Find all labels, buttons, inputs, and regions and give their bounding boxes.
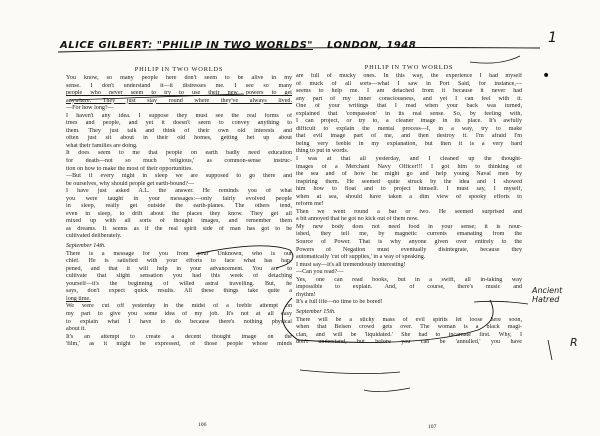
right-paragraphs-2 bbox=[296, 317, 522, 347]
text-line: Yes, one can read books, but in a swift, all in-taking way bbox=[296, 276, 522, 283]
text-line: Powers of Negation must eventually disintegrate, because they bbox=[296, 246, 522, 253]
header-author: ALICE GILBERT: bbox=[60, 40, 153, 51]
text-line: impossible to explain. And, of course, there's music and bbox=[296, 284, 522, 291]
text-line: yourself—it's the beginning of willed astral travelling. But, he bbox=[66, 280, 292, 287]
text-line: my part to give you some idea of my job. It's not at all easy bbox=[66, 310, 292, 317]
right-section-date: September 15th. bbox=[296, 308, 336, 315]
handwritten-page-mark: 1 bbox=[548, 30, 557, 46]
text-line: 'film,' as it might be expressed, of those people whose minds bbox=[66, 341, 292, 348]
text-line: You know, so many people here don't seem to be alive in my bbox=[66, 75, 292, 81]
text-line: Then we went round a bar or two. He seemed surprised and bbox=[296, 208, 522, 215]
text-line: chief. He is satisfied with your efforts to face what has hap- bbox=[66, 258, 292, 265]
right-book-page bbox=[296, 64, 522, 347]
left-running-head: PHILIP IN TWO WORLDS bbox=[134, 66, 224, 73]
text-line: pened, and that it will help in your advancement. You are to bbox=[66, 265, 292, 272]
text-line: I haven't any idea. I suppose they must see the real forms of bbox=[66, 112, 292, 119]
text-line: for death—not so much 'religious,' as common-sense instruc- bbox=[66, 158, 292, 165]
text-line: trees and people, and yet it doesn't seem to convey anything to bbox=[66, 120, 292, 127]
text-line: reform me! bbox=[296, 201, 324, 208]
text-line: seems to help me. I am detached from it because it never had bbox=[296, 88, 522, 95]
text-line: I can project, or try to, a cleaner image in its place. It's awfully bbox=[296, 118, 522, 125]
text-line: that evil image part of me, and then destroy it. I'm afraid I'm bbox=[296, 133, 522, 140]
text-line: when at sea, should have taken a dim view of spooky efforts to bbox=[296, 193, 522, 200]
text-line: We were cut off yesterday in the midst of a feeble attempt on bbox=[66, 303, 292, 310]
text-line: a bit annoyed that he got no kick out of them now. bbox=[296, 216, 419, 223]
text-line: sense. I don't understand it—it distresses me. I see so many bbox=[66, 82, 292, 89]
text-line: to explain what I have to do because there's nothing physical bbox=[66, 318, 292, 325]
left-page-number: 106 bbox=[198, 422, 207, 428]
text-line: are full of mucky ones. In this way, the experience I had myself bbox=[296, 73, 522, 79]
text-line: what their families are doing. bbox=[66, 142, 138, 149]
text-line: cultivate that slight sensation you had this week of detaching bbox=[66, 273, 292, 280]
text-line: be ourselves, why should people get earth-bound?— bbox=[66, 180, 195, 187]
text-line: cian, and will be 'liquidated.' She had to incarnate first. Why, I bbox=[296, 331, 522, 338]
text-line: I was at that all yesterday, and I cleaned up the thought- bbox=[296, 156, 522, 163]
text-line: you were taught in your messages:—only fairly evolved people bbox=[66, 195, 292, 202]
text-line: —But if every night in sleep we are supposed to go there and bbox=[66, 173, 292, 180]
header-title: "PHILIP IN TWO WORLDS" bbox=[156, 40, 314, 51]
text-line: thing to put in words. bbox=[296, 148, 349, 155]
text-line: explained that 'compassion' in its real sense. So, by feeling with, bbox=[296, 110, 522, 117]
text-line: people who never seem to try to use their new powers to get bbox=[66, 90, 292, 97]
left-paragraphs bbox=[66, 75, 292, 241]
text-line: I must say—it's all tremendously interesting! bbox=[296, 261, 406, 268]
text-line: difficult to explain the mental process—I, in a way, try to make bbox=[296, 125, 522, 132]
text-line: Source of Power. That is why anyone given over entirely to the bbox=[296, 239, 522, 246]
text-line: automatically 'cut off supplies,' in a way of speaking. bbox=[296, 254, 426, 261]
text-line: the sea and of how he might go and help young Naval men by bbox=[296, 171, 522, 178]
text-line: It's an attempt to create a decent thought image on the bbox=[66, 333, 292, 340]
text-line: One of your writings that I read when your back was turned, bbox=[296, 103, 522, 110]
margin-note-ancient-hatred: Ancient Hatred bbox=[532, 286, 563, 304]
text-line: about it. bbox=[66, 326, 86, 333]
text-line: them. They just talk and think of their own old interests and bbox=[66, 127, 292, 134]
text-line: —Can you read?— bbox=[296, 269, 344, 276]
text-line: being very feeble in my explanation, but then it is a very hard bbox=[296, 140, 522, 147]
text-line: says, don't expect quick results. All these things take quite a bbox=[66, 288, 292, 295]
text-line: —For how long?— bbox=[66, 105, 114, 112]
text-line: It's a full life—no time to be bored! bbox=[296, 299, 383, 306]
handwritten-header bbox=[60, 40, 416, 51]
text-line: long time. bbox=[66, 295, 91, 302]
left-book-page bbox=[66, 66, 292, 349]
margin-note-r: R bbox=[570, 336, 578, 349]
text-line: him how to float and to project himself. I must say, I myself, bbox=[296, 186, 522, 193]
text-line: cultivated deliberately. bbox=[66, 233, 122, 240]
handwritten-circle-mark: • bbox=[542, 68, 551, 84]
text-line: tion on how to make the most of their opportunities. bbox=[66, 165, 193, 172]
right-running-head: PHILIP IN TWO WORLDS bbox=[364, 64, 454, 71]
text-line: often just sit about in their old homes, getting het up about bbox=[66, 135, 292, 142]
text-line: There is a message for you from your Unknown, who is our bbox=[66, 250, 292, 257]
text-line: My new body does not need food in your sense; it is nour- bbox=[296, 223, 522, 230]
text-line: when that Belsen crowd gets over. The woman is a black magi- bbox=[296, 324, 522, 331]
right-paragraphs bbox=[296, 73, 522, 307]
header-place-year: LONDON, 1948 bbox=[327, 40, 417, 51]
text-line: rhythm! bbox=[296, 291, 316, 298]
text-line: anywhere. They just stay round where they've always lived. bbox=[66, 97, 292, 104]
text-line: as dreams. It seems as if the real spirit side of man has got to be bbox=[66, 225, 292, 232]
left-paragraphs-2 bbox=[66, 251, 292, 349]
text-line: images of a Merchant Navy Officer!!! I got him to thinking of bbox=[296, 163, 522, 170]
text-line: I have just asked A.L. the answer. He reminds you of what bbox=[66, 188, 292, 195]
text-line: mixed up with all sorts of thought images, and remember them bbox=[66, 218, 292, 225]
right-page-number: 107 bbox=[428, 424, 437, 430]
text-line: don't understand, but before you can be 'annulled,' you have bbox=[296, 339, 522, 346]
text-line: ished, they tell me, by magnetic currents emanating from the bbox=[296, 231, 522, 238]
text-line: inspiring them. He seemed quite struck by the idea and I showed bbox=[296, 178, 522, 185]
text-line: It does seem to me that people on earth badly need education bbox=[66, 150, 292, 157]
text-line: of muck of all sorts—what I saw in Port Said, for instance,— bbox=[296, 80, 522, 87]
text-line: any part of my inner consciousness, and yet I can feel with it. bbox=[296, 95, 522, 102]
left-section-date: September 14th. bbox=[66, 243, 106, 250]
text-line: There will be a sticky mass of evil spirits let loose here soon, bbox=[296, 316, 522, 323]
text-line: even in sleep, to drift about the places they know. They get all bbox=[66, 210, 292, 217]
text-line: in sleep, really get outside the earth-planes. The others tend, bbox=[66, 203, 292, 210]
